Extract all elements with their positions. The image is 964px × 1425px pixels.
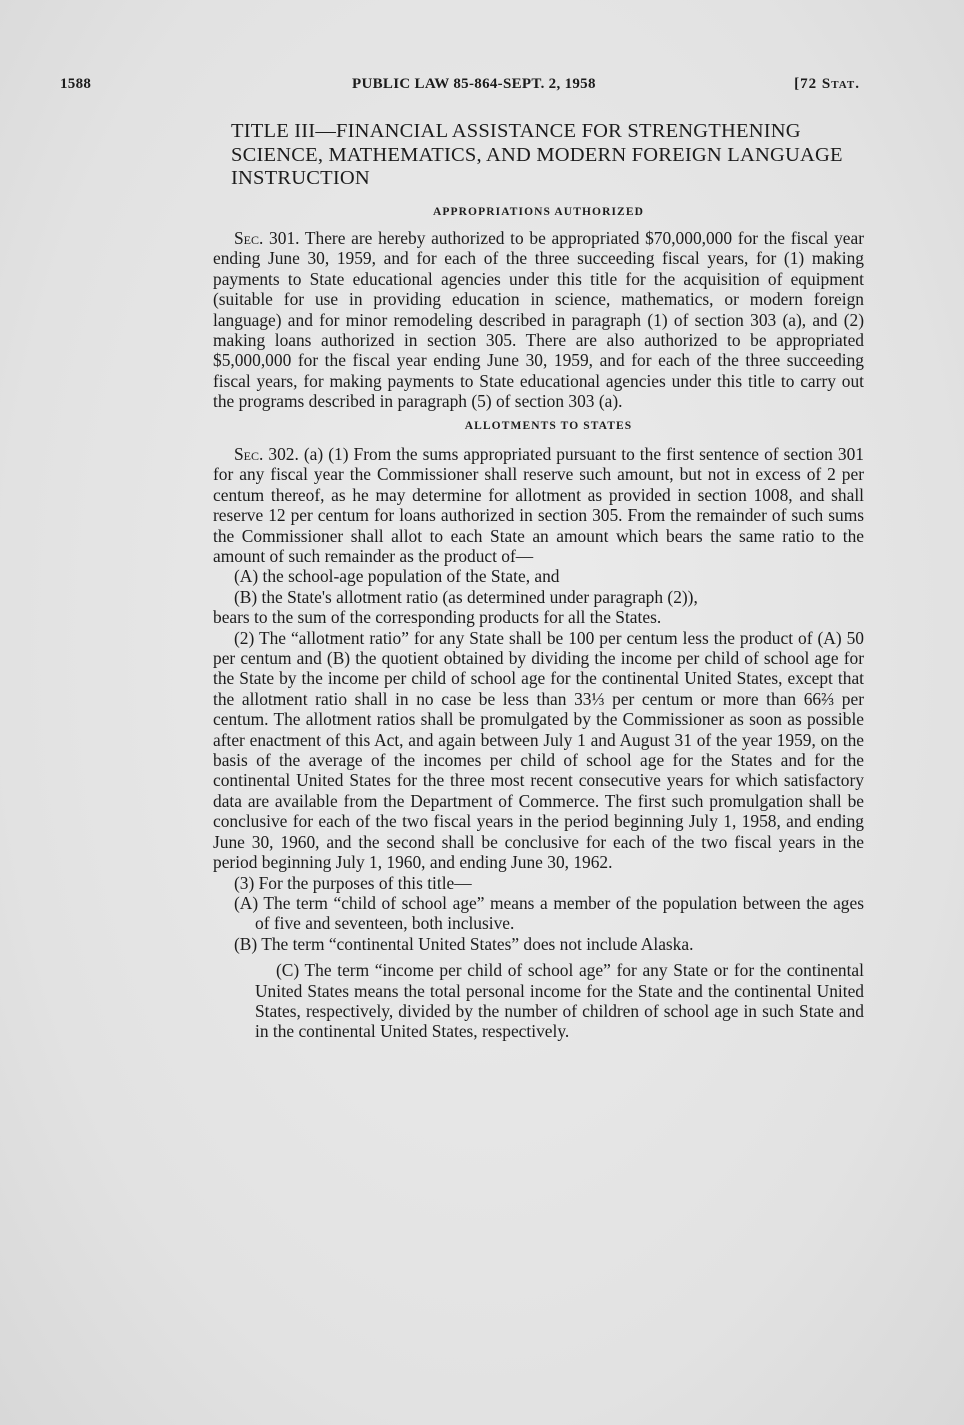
section-301-body: There are hereby authorized to be appropriated $70,000,000 for the fiscal year ending June 30, 1959, and for each of the three succeeding fiscal years, for (1) making payments to State educational agencies under this title for the acquisition of equipment (suitable for use in providing education in science, mathematics, or modern foreign language) and for minor remodeling described in paragraph (1) of section 303 (a), and (2) making loans authorized in section 305. There are also authorized to be appropriated $5,000,000 for the fiscal year ending June 30, 1959, and for each of the three succeeding fiscal years, for making payments to State educational agencies under this title to carry out the programs described in paragraph (5) of section 303 (a). — [213, 227, 864, 412]
statute-reference: [72 Stat. — [794, 76, 860, 92]
definition-c: (C) The term “income per child of school age” for any State or for the continental United States means the total personal income for the State and the continental United States, respectively, divided by the number of children of school age in such State and in the continental United States, respectively. — [255, 960, 864, 1042]
section-302-label: Sec. 302. — [234, 443, 299, 464]
page-number: 1588 — [60, 76, 92, 92]
section-302-paragraph-1 — [213, 444, 864, 566]
section-301-text — [213, 228, 864, 412]
definition-a: (A) The term “child of school age” means a member of the population between the ages of five and seventeen, both inclusive. — [234, 892, 864, 934]
section-302-item-b: (B) the State's allotment ratio (as determined under paragraph (2)), — [234, 586, 698, 607]
page-header — [60, 76, 860, 100]
section-302-bears-clause: bears to the sum of the corresponding products for all the States. — [213, 607, 662, 628]
section-302-paragraph-2: (2) The “allotment ratio” for any State shall be 100 per centum less the product of (A) 50 per centum and (B) the quotient obtained by dividing the income per child of school age for the State by the income per child of school age for the continental United States, except that the allotment ratio shall in no case be less than 33⅓ per centum or more than 66⅔ per centum. The allotment ratios shall be promulgated by the Commissioner as soon as possible after enactment of this Act, and again between July 1 and August 31 of the year 1959, on the basis of the average of the incomes per child of school age for the States and for the continental United States for the three most recent consecutive years for which satisfactory data are available from the Department of Commerce. The first such promulgation shall be conclusive for each of the two fiscal years in the period beginning July 1, 1958, and ending June 30, 1960, and the second shall be conclusive for each of the two fiscal years in the period beginning July 1, 1960, and ending June 30, 1962. — [213, 627, 864, 873]
section-301-label: Sec. 301. — [234, 227, 300, 248]
section-302-item-a: (A) the school-age population of the State, and — [234, 566, 560, 587]
section-302-a1-body: (a) (1) From the sums appropriated pursuant to the first sentence of section 301 for any fiscal year the Commissioner shall reserve such amount, but not in excess of 2 per centum thereof, as he may determine for allotment as provided in section 1008, and shall reserve 12 per centum for loans authorized in section 305. From the remainder of such sums the Commissioner shall allot to each State an amount which bears the same ratio to the amount of such remainder as the product of— — [213, 443, 864, 566]
document-body — [213, 120, 864, 1042]
running-head: PUBLIC LAW 85-864-SEPT. 2, 1958 — [352, 76, 596, 92]
definition-b: (B) The term “continental United States” does not include Alaska. — [234, 933, 694, 954]
section-302-paragraph-3-intro: (3) For the purposes of this title— — [234, 872, 472, 893]
section-302-heading: ALLOTMENTS TO STATES — [464, 419, 633, 432]
title-heading: TITLE III—FINANCIAL ASSISTANCE FOR STRENGTHENING SCIENCE, MATHEMATICS, AND MODERN FOREIGN LANGUAGE INSTRUCTION — [231, 120, 843, 189]
section-301-heading: APPROPRIATIONS AUTHORIZED — [433, 205, 644, 218]
